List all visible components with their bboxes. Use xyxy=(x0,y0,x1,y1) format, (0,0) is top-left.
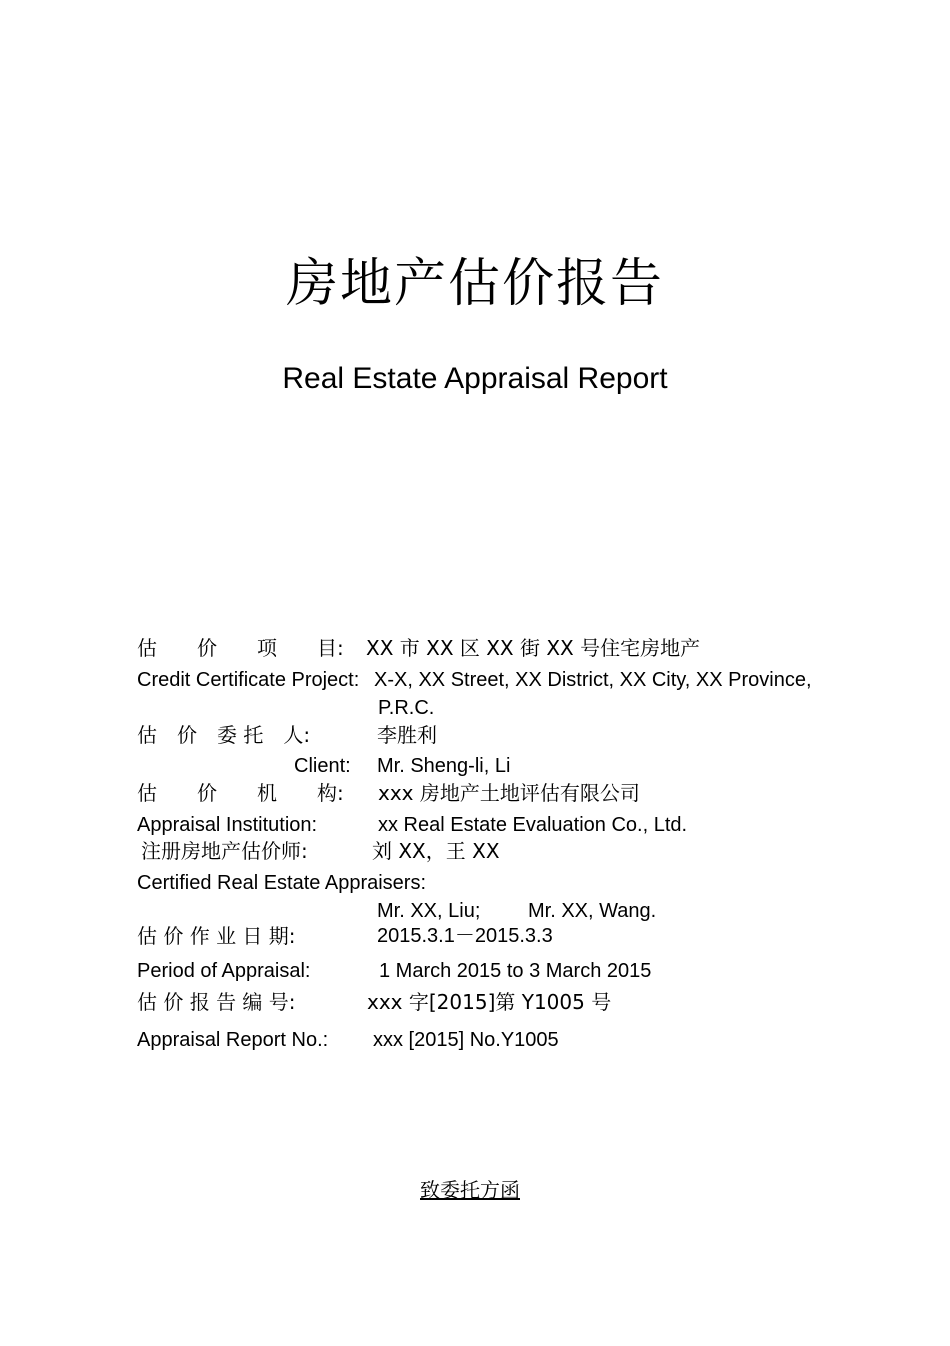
client-label-en: Client: xyxy=(294,755,351,777)
project-value-en-line1: X-X, XX Street, XX District, XX City, XX Province, xyxy=(374,669,812,691)
institution-label-en: Appraisal Institution: xyxy=(137,814,318,836)
period-value-en: 1 March 2015 to 3 March 2015 xyxy=(379,960,652,982)
cover-letter-section xyxy=(0,1180,950,1200)
report-title-chinese: 房地产估价报告 xyxy=(285,254,664,314)
report-no-label-cn: 估 价 报 告 编 号: xyxy=(137,990,296,1014)
period-label-cn: 估 价 作 业 日 期: xyxy=(137,924,296,948)
client-value-cn: 李胜利 xyxy=(377,723,437,747)
project-label-en: Credit Certificate Project: xyxy=(137,669,360,691)
institution-label-cn: 估 价 机 构: xyxy=(137,781,344,805)
appraisers-label-en: Certified Real Estate Appraisers: xyxy=(137,872,427,894)
appraisers-label-cn: 注册房地产估价师: xyxy=(141,839,308,863)
institution-value-en: xx Real Estate Evaluation Co., Ltd. xyxy=(378,814,688,836)
report-title-english: Real Estate Appraisal Report xyxy=(282,362,668,395)
appraiser-wang-en: Mr. XX, Wang. xyxy=(528,900,657,922)
report-no-label-en: Appraisal Report No.: xyxy=(137,1029,329,1051)
project-value-en-line2: P.R.C. xyxy=(378,697,435,719)
project-label-cn: 估 价 项 目: xyxy=(137,636,344,660)
client-label-cn: 估 价 委 托 人: xyxy=(137,723,311,747)
appraiser-liu-en: Mr. XX, Liu; xyxy=(377,900,481,922)
period-label-en: Period of Appraisal: xyxy=(137,960,311,982)
project-value-cn: XX 市 XX 区 XX 街 XX 号住宅房地产 xyxy=(366,636,701,660)
institution-value-cn: xxx 房地产土地评估有限公司 xyxy=(378,781,640,805)
appraisers-value-cn: 刘 XX，王 XX xyxy=(372,839,500,863)
cover-letter-link[interactable]: 致委托方函 xyxy=(420,1178,520,1202)
period-value-cn: 2015.3.1－2015.3.3 xyxy=(377,925,553,947)
report-no-value-en: xxx [2015] No.Y1005 xyxy=(373,1029,559,1051)
report-no-value-cn: xxx 字[2015]第 Y1005 号 xyxy=(367,990,612,1014)
client-value-en: Mr. Sheng-li, Li xyxy=(377,755,511,777)
